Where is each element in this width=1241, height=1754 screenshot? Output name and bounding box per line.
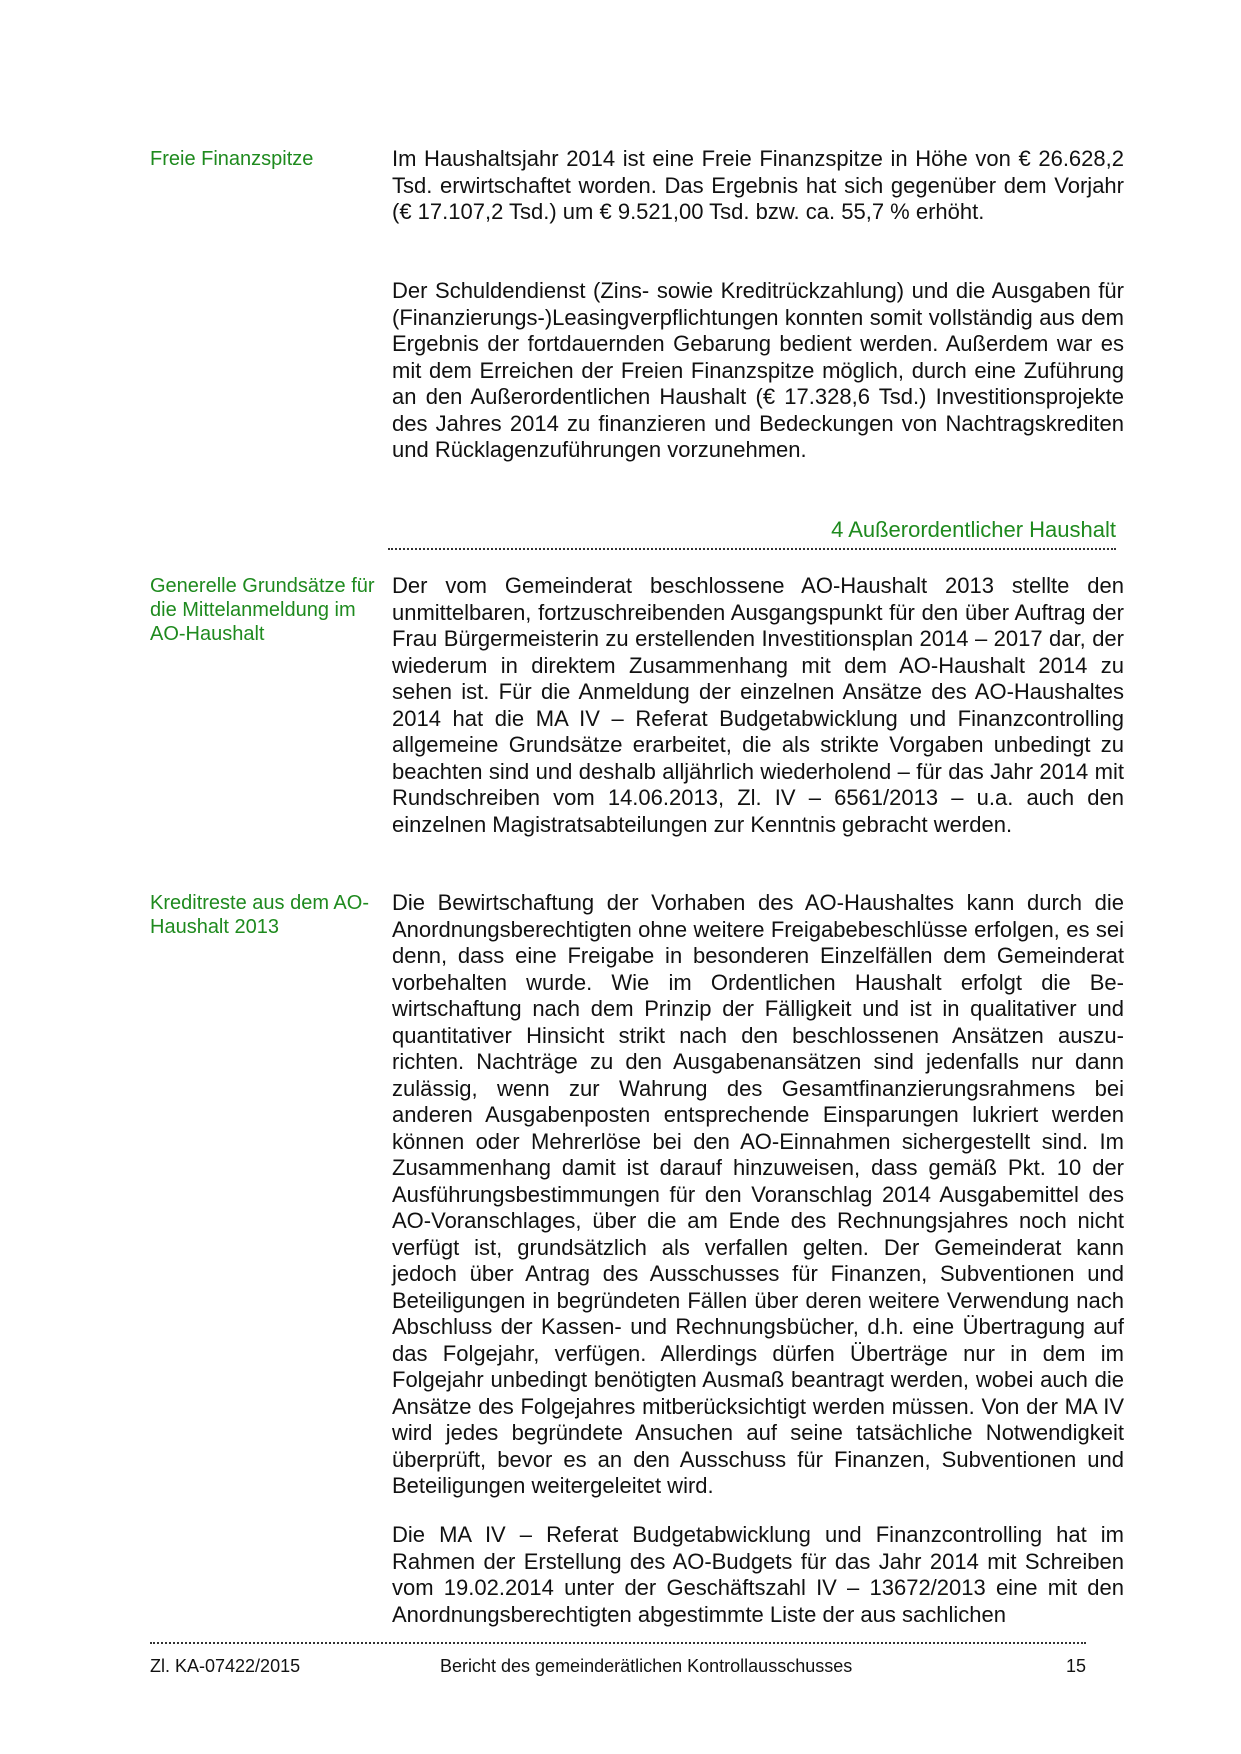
paragraph-freie-finanzspitze: Im Haushaltsjahr 2014 ist eine Freie Finanzspitze in Höhe von € 26.628,2 Tsd. erwirtschaftet worden. Das Ergebnis hat sich gegenüber dem Vorjahr (€ 17.107,2 Tsd.) um € 9.521,00 Tsd. bzw. ca. 55,7 % erhöht.: [392, 146, 1124, 224]
footer-title: Bericht des gemeinderätlichen Kontrollausschusses: [440, 1656, 853, 1676]
paragraph-ma-iv-referat: Die MA IV – Referat Budgetabwicklung und Finanzcontrolling hat im Rahmen der Erstellung des AO-Budgets für das Jahr 2014 mit Schreiben vom 19.02.2014 unter der Geschäftszahl IV – 13672/2013 eine mit den Anordnungsberechtigten abgestimmte Liste der aus sachlichen: [392, 1522, 1124, 1627]
footer-reference: Zl. KA-07422/2015: [150, 1656, 301, 1676]
page-number: 15: [1066, 1656, 1087, 1676]
margin-label-freie-finanzspitze: Freie Finanzspitze: [150, 148, 314, 170]
margin-label-generelle-grundsaetze: Generelle Grundsätze für die Mittelanmeldung im AO-Haushalt: [150, 575, 375, 645]
footer-divider: [150, 1642, 1086, 1644]
paragraph-bewirtschaftung: Die Bewirtschaftung der Vorhaben des AO-Haushaltes kann durch die Anordnungsberechtigten ohne weitere Freigabebeschlüsse erfolgen, es sei denn, dass eine Freigabe in besonderen Einzelfällen dem Gemeinderat vorbehalten wurde. Wie im Ordentlichen Haushalt erfolgt die Bewirtschaftung nach dem Prinzip der Fälligkeit und ist in qualitativer und quantitativer Hinsicht strikt nach den beschlossenen Ansätzen auszurichten. Nachträge zu den Ausgabenansätzen sind jedenfalls nur dann zulässig, wenn zur Wahrung des Gesamtfinanzierungsrahmens bei anderen Ausgabenposten entsprechende Einsparungen lukriert werden können oder Mehrerlöse bei den AO-Einnahmen sichergestellt sind. Im Zusammenhang damit ist darauf hinzuweisen, dass gemäß Pkt. 10 der Ausführungsbestimmungen für den Voranschlag 2014 Ausgabemittel des AO-Voranschlages, über die am Ende des Rechnungsjahres noch nicht verfügt ist, grundsätzlich als verfallen gelten. Der Gemeinderat kann jedoch über Antrag des Ausschusses für Finanzen, Subventionen und Beteiligungen in begründeten Fällen über deren weitere Verwendung nach Abschluss der Kassen- und Rechnungsbücher, d.h. eine Übertragung auf das Folgejahr, verfügen. Allerdings dürfen Überträge nur in dem im Folgejahr unbedingt benötigten Ausmaß beantragt werden, wobei auch die Ansätze des Folgejahres mitberücksichtigt werden müssen. Von der MA IV wird jedes begründete Ansuchen auf seine tatsächliche Notwendigkeit überprüft, bevor es an den Ausschuss für Finanzen, Subventionen und Beteiligungen weitergeleitet wird.: [392, 890, 1124, 1498]
section-divider: [388, 548, 1116, 550]
margin-label-kreditreste: Kreditreste aus dem AO-Haushalt 2013: [150, 892, 369, 938]
section-heading: 4 Außerordentlicher Haushalt: [831, 517, 1116, 542]
paragraph-schuldendienst: Der Schuldendienst (Zins- sowie Kreditrückzahlung) und die Ausgaben für (Finanzierungs-)Leasingverpflichtungen konnten somit vollständig aus dem Ergebnis der fortdauernden Gebarung bedient werden. Außerdem war es mit dem Erreichen der Freien Finanzspitze möglich, durch eine Zuführung an den Außerordentlichen Haushalt (€ 17.328,6 Tsd.) Investitionsprojekte des Jahres 2014 zu finanzieren und Bedeckungen von Nachtragskrediten und Rücklagenzuführungen vorzunehmen.: [392, 278, 1124, 462]
paragraph-ao-haushalt-grundsaetze: Der vom Gemeinderat beschlossene AO-Haushalt 2013 stellte den unmittelbaren, fortzuschreibenden Ausgangspunkt für den über Auftrag der Frau Bürgermeisterin zu erstellenden Investitionsplan 2014 – 2017 dar, der wiederum in direktem Zusammenhang mit dem AO-Haushalt 2014 zu sehen ist. Für die Anmeldung der einzelnen Ansätze des AO-Haushaltes 2014 hat die MA IV – Referat Budgetabwicklung und Finanzcontrolling allgemeine Grundsätze erarbeitet, die als strikte Vorgaben unbedingt zu beachten sind und deshalb alljährlich wiederholend – für das Jahr 2014 mit Rundschreiben vom 14.06.2013, Zl. IV – 6561/2013 – u.a. auch den einzelnen Magistratsabteilungen zur Kenntnis gebracht werden.: [392, 573, 1124, 837]
